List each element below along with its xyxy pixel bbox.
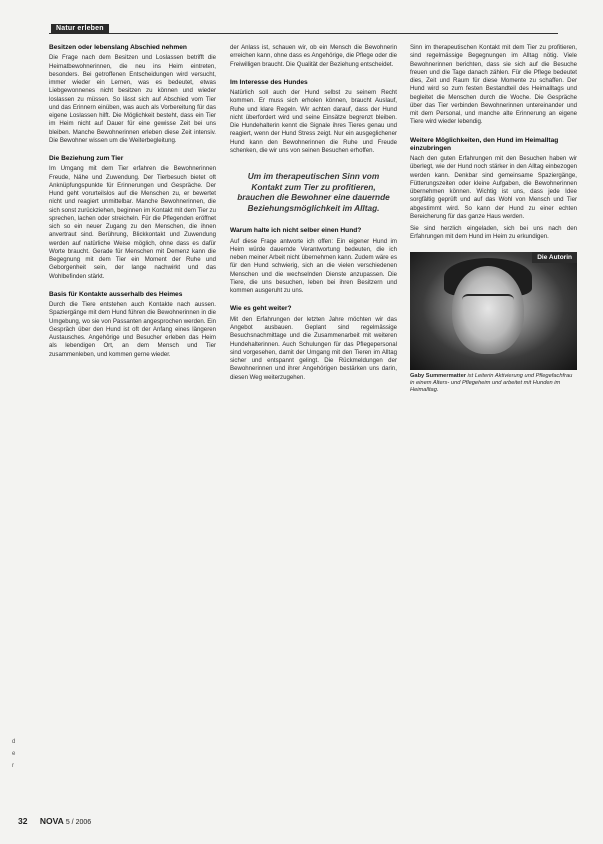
text-interesse: Natürlich soll auch der Hund selbst zu seinem Recht kommen. Er muss sich erholen können, braucht Auslauf, Ruhe und klare Regeln. Wir achten darauf, dass der Hund nicht überfordert wird und seine Einsätze begrenzt bleiben. Die Hundehalterin kennt die Signale ihres Tieres genau und reagiert, wenn der Hund Stress zeigt. Nur ein ausgeglichener Hund kann den Bewohnerinnen die Ruhe und Freude schenken, die wir uns von seinen Besuchen erhoffen. [230,89,397,154]
heading-besitzen: Besitzen oder lebenslang Abschied nehmen [49,44,187,51]
page-number: 32 [18,816,28,826]
text-col3-intro: Sinn im therapeutischen Kontakt mit dem Tier zu profitieren, sind regelmässige Begegnungen im Alltag nötig. Viele Bewohnerinnen berichten, dass sie sich auf die Besuche freuen und die Tage danach zählen. Für die Pflege bedeutet dies, Zeit und Raum für diese Momente zu schaffen. Der Hund wird so zum festen Bestandteil des Heimalltags und begleitet die Menschen durch die Woche. Die Gespräche über das Tier verbinden Bewohnerinnen untereinander und mit dem Personal, und manche alte Erinnerung an eigene Tiere wird wieder lebendig. [410,44,577,126]
text-moeglichkeiten: Nach den guten Erfahrungen mit den Besuchen haben wir überlegt, wie der Hund noch stärker in den Alltag einbezogen werden kann. Denkbar sind gemeinsame Spaziergänge, Fütterungszeiten oder kleine Aufgaben, die Bewohnerinnen übernehmen können. Wichtig ist uns, dass jede Idee sorgfältig geprüft und auf das Wohl von Mensch und Tier abgestimmt wird. So kann der Hund zu einer echten Bereicherung für das ganze Haus werden. [410,155,577,220]
heading-kontakte: Basis für Kontakte ausserhalb des Heimes [49,290,183,298]
issue-number: 5 / 2006 [65,819,92,826]
heading-weiter: Wie es geht weiter? [230,305,292,313]
text-beziehung: Im Umgang mit dem Tier erfahren die Bewohnerinnen Freude, Nähe und Zuwendung. Der Tierbesuch bietet oft Anknüpfungspunkte für Erinnerungen und Gespräche. Der Hund geht vorurteilslos auf die Menschen zu, er bewertet nicht und reagiert unmittelbar. Manche Bewohnerinnen, die sich sonst zurückziehen, beginnen im Kontakt mit dem Tier zu sprechen, lachen oder streicheln. Für die Pflegenden eröffnet sich so ein neuer Zugang zu den Menschen, die ihnen anvertraut sind. Berührung, Blickkontakt und Zuwendung werden auf natürliche Weise möglich, ohne dass es dafür Worte braucht. Gerade für Menschen mit Demenz kann die Begegnung mit dem Tier ein Moment der Ruhe und Geborgenheit sein, der lange nachwirkt und das Wohlbefinden stärkt. [49,165,216,280]
text-closing: Sie sind herzlich eingeladen, sich bei uns nach den Erfahrungen mit dem Hund im Heim zu erkundigen. [410,225,577,241]
pull-quote: Um im therapeutischen Sinn vom Kontakt zum Tier zu profitieren, brauchen die Bewohner eine dauernde Beziehungsmöglichkeit im Alltag. [237,171,390,213]
heading-warum: Warum halte ich nicht selber einen Hund? [230,227,362,235]
margin-mark-c: r [12,763,14,769]
text-warum: Auf diese Frage antworte ich offen: Ein eigener Hund im Heim würde dauernde Verantwortung bedeuten, die ich neben meiner Arbeit nicht übernehmen kann. Zudem wäre es für den Hund schwierig, sich an die vielen verschiedenen Menschen und die wechselnden Dienste anzupassen. Die Tiere, die uns besuchen, leben bei ihren Besitzern und kommen ausgeruht zu uns. [230,237,397,295]
heading-moeglichkeiten: Weitere Möglichkeiten, den Hund im Heimalltag einzubringen [410,136,559,152]
author-face [452,266,524,354]
author-bio-text: ist Leiterin Aktivierung und Pflegefachfrau in einem Alters- und Pflegeheim und arbeitet mit Hunden im Heimalltag. [410,372,573,394]
column-2 [230,44,397,382]
text-weiter: Mit den Erfahrungen der letzten Jahre möchten wir das Angebot ausbauen. Geplant sind regelmässige Besuchsnachmittage und die Zusammenarbeit mit weiteren Hundehalterinnen. Auch Schulungen für das Pflegepersonal sind vorgesehen, damit der Umgang mit den Tieren im Alltag sicher und entspannt gelingt. Die Rückmeldungen der Bewohnerinnen und ihrer Angehörigen bestärken uns darin, diesen Weg weiterzugehen. [230,315,397,381]
margin-mark-b: e [12,751,16,757]
author-photo [410,252,577,370]
author-glasses [462,294,514,308]
text-intro: der Anlass ist, schauen wir, ob ein Mensch die Bewohnerin erreichen kann, ohne dass es Angehörige, die Pflege oder die Freiwilligen braucht. Die Qualität der Beziehung entscheidet. [230,44,397,68]
column-1 [49,44,216,359]
margin-mark-a: d [12,739,16,745]
header-rule [49,22,558,34]
column-3 [410,44,577,395]
magazine-name: NOVA [39,816,64,826]
author-bio [410,373,577,395]
heading-beziehung: Die Beziehung zum Tier [49,155,124,163]
text-besitzen: Die Frage nach dem Besitzen und Loslassen betrifft die Heimatbewohnerinnen, die neu ins Heim eintreten, besonders. Bei getroffenen Entscheidungen wird versucht, immer wieder ein Lernen, was es bedeutet, etwas Liebgewonnenes nicht besitzen zu können und wieder loslassen zu müssen. So lässt sich auf Abschied vom Tier und das Erinnern einüben, was auch als Vorbereitung für das eigene Loslassen hilft. Die Möglichkeit besteht, dass ein Tier im Heim nicht auf Dauer für eine gewisse Zeit bei uns bleiben. Manche Bewohnerinnen erleben diese Zeit intensiv. Die Bewohner wissen um die Weiterbegleitung. [49,54,216,144]
heading-interesse: Im Interesse des Hundes [230,78,308,86]
section-tag: Natur erleben [51,24,109,34]
author-name: Gaby Summermatter [410,372,466,379]
author-label: Die Autorin [532,252,577,263]
margin-marks [12,736,15,772]
page-footer [18,816,91,826]
text-kontakte: Durch die Tiere entstehen auch Kontakte nach aussen. Spaziergänge mit dem Hund führen die Bewohnerinnen in die Umgebung, wo sie von Passanten angesprochen werden. Ein Gespräch über den Hund ist oft der Anfang eines längeren Austausches. Angehörige und Besucher erleben das Heim als lebendigen Ort, an dem Mensch und Tier zusammenleben, und kommen gerne wieder. [49,301,216,358]
